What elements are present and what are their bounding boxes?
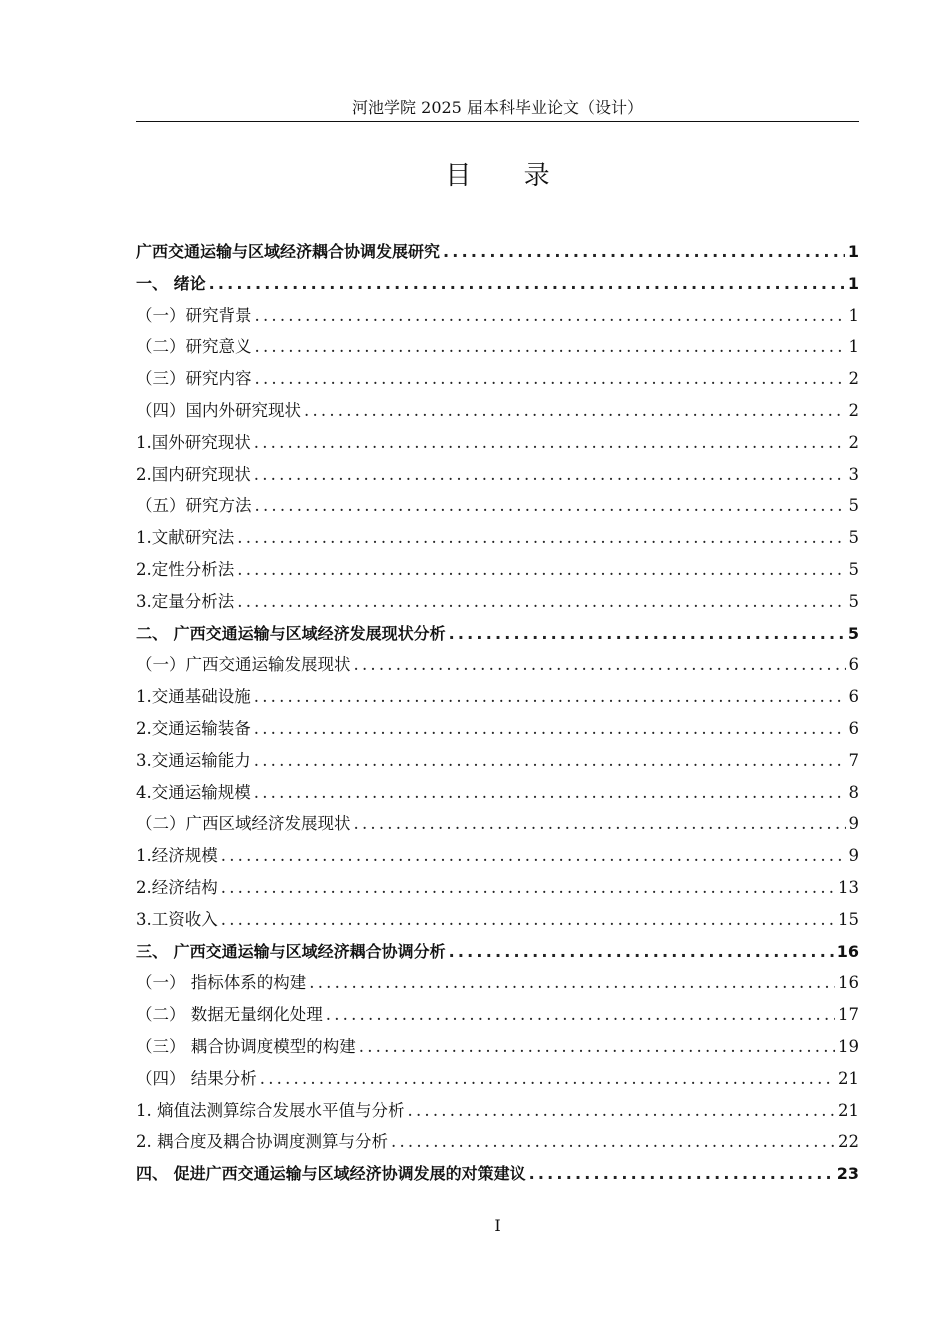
toc-entry[interactable] — [136, 331, 859, 363]
toc-entry-page: 16 — [838, 973, 859, 993]
toc-entry-page: 16 — [836, 941, 859, 961]
toc-entry[interactable] — [136, 395, 859, 427]
toc-entry-page: 6 — [848, 655, 859, 675]
toc-entry-page: 19 — [838, 1036, 859, 1056]
toc-entry[interactable] — [136, 554, 859, 586]
toc-entry-page: 23 — [836, 1164, 859, 1184]
toc-dot-leader — [255, 490, 846, 522]
toc-entry[interactable] — [136, 490, 859, 522]
toc-entry-title: （一） 指标体系的构建 — [136, 973, 307, 993]
toc-entry-title: 2.交通运输装备 — [136, 718, 251, 738]
toc-entry-title: （一）研究背景 — [136, 305, 252, 325]
toc-entry-title: （二） 数据无量纲化处理 — [136, 1005, 323, 1025]
toc-dot-leader — [237, 586, 845, 618]
toc-entry[interactable] — [136, 967, 859, 999]
toc-entry-page: 1 — [848, 305, 859, 325]
toc-entry[interactable] — [136, 1095, 859, 1127]
header-rule — [136, 121, 859, 122]
toc-entry-title: （二）研究意义 — [136, 337, 252, 357]
toc-entry[interactable] — [136, 1031, 859, 1063]
toc-entry-title: 1.交通基础设施 — [136, 687, 251, 707]
toc-dot-leader — [304, 395, 846, 427]
toc-entry-title: （五）研究方法 — [136, 496, 252, 516]
toc-entry-page: 1 — [847, 242, 859, 261]
toc-entry-title: 4.交通运输规模 — [136, 782, 251, 802]
toc-dot-leader — [449, 618, 845, 650]
toc-entry-title: 1.国外研究现状 — [136, 432, 251, 452]
toc-entry-title: 二、 广西交通运输与区域经济发展现状分析 — [136, 623, 446, 643]
toc-entry-page: 5 — [848, 559, 859, 579]
toc-entry[interactable] — [136, 777, 859, 809]
toc-entry-page: 9 — [848, 814, 859, 834]
toc-entry[interactable] — [136, 745, 859, 777]
toc-entry[interactable] — [136, 586, 859, 618]
toc-entry[interactable] — [136, 300, 859, 332]
toc-entry[interactable] — [136, 522, 859, 554]
toc-entry-page: 7 — [848, 750, 859, 770]
toc-entry-page: 3 — [848, 464, 859, 484]
toc-entry-page: 6 — [848, 718, 859, 738]
toc-entry-page: 2 — [848, 369, 859, 389]
toc-entry-title: 3.定量分析法 — [136, 591, 235, 611]
toc-entry-title: 1.经济规模 — [136, 846, 218, 866]
toc-entry-page: 6 — [848, 687, 859, 707]
toc-dot-leader — [354, 649, 846, 681]
toc-entry-page: 5 — [847, 623, 859, 643]
toc-dot-leader — [221, 904, 835, 936]
toc-entry-title: （四）国内外研究现状 — [136, 400, 301, 420]
page-number: I — [494, 1216, 501, 1235]
toc-entry[interactable] — [136, 999, 859, 1031]
toc-entry-title: 1.文献研究法 — [136, 528, 235, 548]
toc-entry-title: 四、 促进广西交通运输与区域经济协调发展的对策建议 — [136, 1164, 526, 1184]
toc-dot-leader — [209, 268, 845, 300]
toc-entry[interactable] — [136, 904, 859, 936]
toc-dot-leader — [255, 300, 846, 332]
toc-entry-page: 21 — [838, 1068, 859, 1088]
toc-entry-page: 5 — [848, 591, 859, 611]
toc-dot-leader — [255, 363, 846, 395]
toc-entry-page: 5 — [848, 496, 859, 516]
toc-dot-leader — [221, 872, 835, 904]
toc-dot-leader — [237, 554, 845, 586]
toc-dot-leader — [255, 331, 846, 363]
toc-entry-page: 2 — [848, 400, 859, 420]
toc-entry[interactable] — [136, 808, 859, 840]
toc-dot-leader — [529, 1158, 834, 1190]
toc-entry-page: 1 — [848, 337, 859, 357]
toc-dot-leader — [359, 1031, 835, 1063]
toc-dot-leader — [254, 427, 846, 459]
toc-entry-title: 一、 绪论 — [136, 273, 206, 293]
toc-entry[interactable] — [136, 1158, 859, 1190]
toc-entry[interactable] — [136, 1063, 859, 1095]
toc-entry[interactable] — [136, 236, 859, 268]
toc-entry[interactable] — [136, 459, 859, 491]
toc-entry-page: 13 — [838, 877, 859, 897]
toc-list — [136, 236, 859, 1190]
toc-entry-page: 9 — [848, 846, 859, 866]
toc-entry-title: 3.工资收入 — [136, 909, 218, 929]
toc-entry-title: （一）广西交通运输发展现状 — [136, 655, 351, 675]
toc-entry[interactable] — [136, 681, 859, 713]
toc-entry-title: （四） 结果分析 — [136, 1068, 257, 1088]
toc-entry[interactable] — [136, 936, 859, 968]
toc-entry-title: 1. 熵值法测算综合发展水平值与分析 — [136, 1100, 405, 1120]
toc-dot-leader — [237, 522, 845, 554]
toc-entry[interactable] — [136, 872, 859, 904]
toc-dot-leader — [309, 967, 835, 999]
toc-dot-leader — [449, 936, 834, 968]
toc-entry-page: 17 — [838, 1005, 859, 1025]
toc-entry-title: 2.定性分析法 — [136, 559, 235, 579]
toc-entry-page: 1 — [847, 273, 859, 293]
toc-entry-title: 2.经济结构 — [136, 877, 218, 897]
toc-dot-leader — [221, 840, 846, 872]
toc-entry[interactable] — [136, 1126, 859, 1158]
toc-entry-title: （三） 耦合协调度模型的构建 — [136, 1036, 356, 1056]
toc-entry-page: 8 — [848, 782, 859, 802]
toc-entry-title: 三、 广西交通运输与区域经济耦合协调分析 — [136, 941, 446, 961]
toc-dot-leader — [391, 1126, 835, 1158]
toc-entry[interactable] — [136, 649, 859, 681]
toc-entry[interactable] — [136, 363, 859, 395]
toc-dot-leader — [254, 681, 846, 713]
toc-entry-title: 广西交通运输与区域经济耦合协调发展研究 — [136, 242, 441, 261]
toc-entry-page: 2 — [848, 432, 859, 452]
toc-entry[interactable] — [136, 840, 859, 872]
toc-entry-title: 3.交通运输能力 — [136, 750, 251, 770]
toc-entry[interactable] — [136, 713, 859, 745]
toc-dot-leader — [408, 1095, 836, 1127]
toc-entry-title: 2. 耦合度及耦合协调度测算与分析 — [136, 1132, 388, 1152]
toc-dot-leader — [254, 459, 846, 491]
toc-entry-page: 22 — [838, 1132, 859, 1152]
toc-entry-title: （二）广西区域经济发展现状 — [136, 814, 351, 834]
toc-entry[interactable] — [136, 427, 859, 459]
toc-dot-leader — [254, 777, 846, 809]
toc-dot-leader — [354, 808, 846, 840]
toc-entry-page: 5 — [848, 528, 859, 548]
toc-entry-title: 2.国内研究现状 — [136, 464, 251, 484]
page-header: 河池学院 2025 届本科毕业论文（设计） — [352, 98, 643, 117]
toc-entry-page: 15 — [838, 909, 859, 929]
toc-dot-leader — [443, 236, 845, 268]
toc-dot-leader — [254, 745, 846, 777]
toc-dot-leader — [260, 1063, 835, 1095]
toc-dot-leader — [254, 713, 846, 745]
toc-entry[interactable] — [136, 618, 859, 650]
toc-entry-page: 21 — [838, 1100, 859, 1120]
toc-entry-title: （三）研究内容 — [136, 369, 252, 389]
toc-title: 目 录 — [445, 161, 572, 191]
toc-entry[interactable] — [136, 268, 859, 300]
toc-dot-leader — [326, 999, 835, 1031]
